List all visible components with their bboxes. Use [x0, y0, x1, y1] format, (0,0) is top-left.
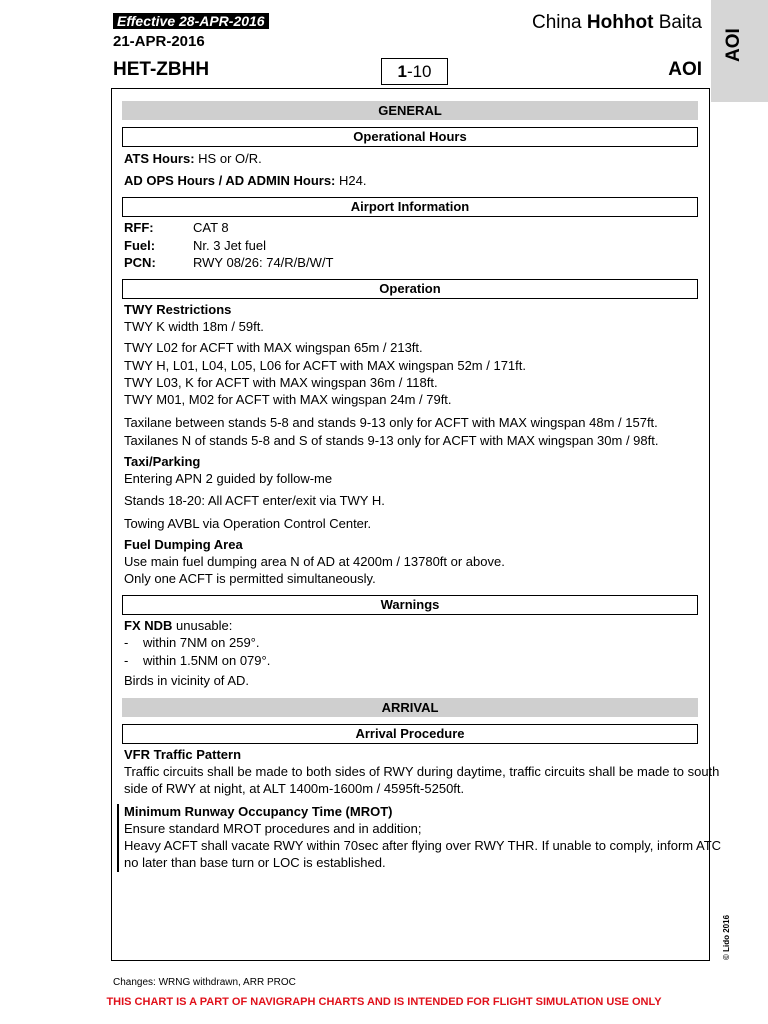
warning-item: within 7NM on 259°.: [143, 635, 260, 650]
rff-value: CAT 8: [193, 220, 229, 235]
mrot-title: [124, 804, 392, 820]
twy-line: Taxilanes N of stands 5-8 and S of stands 9-13 only for ACFT with MAX wingspan 30m / 98ft.: [124, 433, 659, 448]
subsection-operation: Operation: [122, 279, 698, 299]
side-tab: [711, 0, 768, 102]
birds-warning: Birds in vicinity of AD.: [124, 673, 249, 688]
taxi-parking-heading: Taxi/Parking: [124, 454, 201, 469]
mrot-line: no later than base turn or LOC is established.: [124, 855, 386, 870]
issue-date: 21-APR-2016: [113, 33, 205, 50]
twy-restrictions-heading: TWY Restrictions: [124, 302, 232, 317]
twy-restrictions-title: [124, 302, 231, 318]
mrot-line: Heavy ACFT shall vacate RWY within 70sec after flying over RWY THR. If unable to comply, inform ATC: [124, 838, 722, 853]
vfr-line: side of RWY at night, at ALT 1400m-1600m / 4595ft-5250ft.: [124, 781, 465, 796]
vfr-line: Traffic circuits shall be made to both sides of RWY during daytime, traffic circuits shall be made to south: [124, 764, 720, 779]
rff-label: RFF:: [124, 220, 154, 235]
taxi-line: Entering APN 2 guided by follow-me: [124, 471, 333, 486]
adops-hours-label: AD OPS Hours / AD ADMIN Hours:: [124, 173, 336, 188]
ats-hours-value: HS or O/R.: [198, 151, 262, 166]
airport-name: Baita: [658, 12, 702, 33]
country-name: China: [531, 12, 582, 33]
twy-line: TWY L02 for ACFT with MAX wingspan 65m / 213ft.: [124, 340, 423, 355]
twy-line: TWY M01, M02 for ACFT with MAX wingspan 24m / 79ft.: [124, 392, 452, 407]
adops-hours: [124, 173, 366, 189]
subsection-warnings: Warnings: [122, 595, 698, 615]
fuel-value: Nr. 3 Jet fuel: [193, 238, 266, 253]
fuel-dumping-heading: Fuel Dumping Area: [124, 537, 243, 552]
ats-hours-label: ATS Hours:: [124, 151, 195, 166]
fx-ndb: [124, 618, 232, 634]
twy-line: TWY L03, K for ACFT with MAX wingspan 36m / 118ft.: [124, 375, 438, 390]
pcn-value: RWY 08/26: 74/R/B/W/T: [193, 255, 334, 270]
copyright: © Lido 2016: [722, 914, 731, 960]
mrot-line: Ensure standard MROT procedures and in addition;: [124, 821, 422, 836]
taxi-parking-title: [124, 454, 200, 470]
fuel-label: Fuel:: [124, 238, 156, 253]
subsection-operational-hours: Operational Hours: [122, 127, 698, 147]
taxi-line: Stands 18-20: All ACFT enter/exit via TWY H.: [124, 493, 385, 508]
chart-code: AOI: [668, 59, 702, 80]
vfr-pattern-heading: VFR Traffic Pattern: [124, 747, 242, 762]
fx-ndb-label: FX NDB: [124, 618, 173, 633]
list-dash: -: [124, 653, 129, 668]
change-bar: [117, 804, 119, 872]
list-dash: -: [124, 635, 129, 650]
airport-location: [532, 12, 702, 34]
section-arrival: ARRIVAL: [122, 698, 698, 717]
subsection-arrival-procedure: Arrival Procedure: [122, 724, 698, 744]
twy-line: Taxilane between stands 5-8 and stands 9-13 only for ACFT with MAX wingspan 48m / 157ft.: [124, 415, 658, 430]
mrot-heading: Minimum Runway Occupancy Time (MROT): [124, 804, 393, 819]
city-name: Hohhot: [586, 12, 654, 33]
airport-ident: HET-ZBHH: [113, 59, 210, 80]
page-number: [381, 58, 448, 85]
changes-note: Changes: WRNG withdrawn, ARR PROC: [113, 977, 296, 988]
section-general: GENERAL: [122, 101, 698, 120]
fuel-dump-line: Only one ACFT is permitted simultaneously.: [124, 571, 376, 586]
fuel-dumping-title: [124, 537, 243, 553]
warning-item: within 1.5NM on 079°.: [143, 653, 271, 668]
ats-hours: [124, 151, 262, 167]
pcn-label: PCN:: [124, 255, 156, 270]
fx-ndb-value: unusable:: [176, 618, 233, 633]
taxi-line: Towing AVBL via Operation Control Center.: [124, 516, 372, 531]
effective-date-badge: Effective 28-APR-2016: [113, 13, 269, 29]
subsection-airport-information: Airport Information: [122, 197, 698, 217]
fuel-dump-line: Use main fuel dumping area N of AD at 4200m / 13780ft or above.: [124, 554, 505, 569]
twy-line: TWY K width 18m / 59ft.: [124, 319, 264, 334]
side-tab-label: AOI: [723, 28, 744, 62]
adops-hours-value: H24.: [339, 173, 367, 188]
vfr-pattern-title: [124, 747, 241, 763]
page-number-main: 1: [397, 62, 407, 81]
twy-line: TWY H, L01, L04, L05, L06 for ACFT with MAX wingspan 52m / 171ft.: [124, 358, 526, 373]
disclaimer: THIS CHART IS A PART OF NAVIGRAPH CHARTS AND IS INTENDED FOR FLIGHT SIMULATION USE ONLY: [106, 996, 662, 1008]
page-number-sub: -10: [406, 62, 432, 81]
